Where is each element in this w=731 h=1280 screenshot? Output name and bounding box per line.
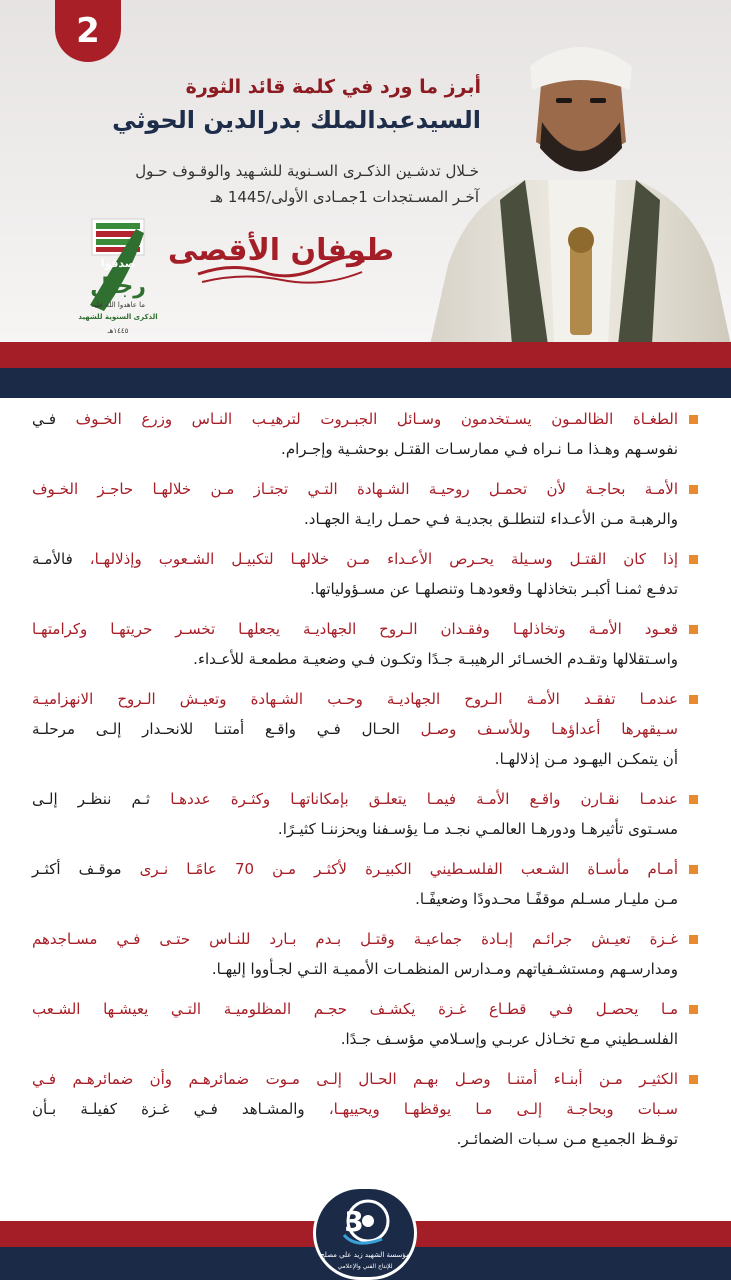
body-text: مسـتوى تأثيرهـا ودورهـا العالمـي نجـد مـا يؤسـفنا ويحزننـا كثيـرًا. bbox=[277, 820, 678, 838]
highlight-text: عندمـا نقـارن واقـع الأمـة فيمـا يتعلـق بإمكاناتهـا وكثـرة عددهـا bbox=[170, 790, 679, 808]
body-text: فالأمـة bbox=[32, 550, 90, 568]
body-text: تدفـع ثمنـا أكبـر بتخاذلهـا وقعودهـا وتنصلهـا عن مسـؤولياتها. bbox=[310, 580, 678, 598]
body-text: توقـظ الجميـع مـن سـبات الضمائـر. bbox=[456, 1130, 678, 1148]
aqsa-flood-logo bbox=[167, 222, 395, 292]
highlight-text: سـيقهرها أعداؤهـا وللأسـف وصـل bbox=[420, 720, 678, 738]
bullet-square-icon bbox=[689, 865, 698, 874]
rijal-year: ١٤٤٥هـ bbox=[107, 327, 129, 335]
body-text: ثـم ننظـر إلـى bbox=[32, 790, 171, 808]
rijal-martyr-logo bbox=[70, 215, 166, 343]
film-reel-icon bbox=[316, 1191, 414, 1251]
foundation-name: مؤسسة الشهيد زيد علي مصلح bbox=[320, 1251, 410, 1259]
point-item bbox=[32, 1064, 698, 1154]
point-item bbox=[32, 994, 698, 1054]
body-text: الحـال فـي واقـع أمتنـا للانحـدار إلـى مرحلـة bbox=[32, 720, 421, 738]
point-line bbox=[32, 504, 678, 534]
body-text: واسـتقلالها وتقـدم الخسـائر الرهيبـة جـدًا وتكـون فـي وضعيـة مطمعـة للأعـداء. bbox=[193, 650, 678, 668]
subtitle-line-2: آخـر المسـتجدات 1جمـادى الأولى/1445 هـ bbox=[210, 188, 479, 206]
body-text: الفلسـطيني مـع تخـاذل عربـي وإسـلامي مؤسـف جـدًا. bbox=[340, 1030, 678, 1048]
foundation-logo-number: 3 bbox=[344, 1205, 364, 1238]
bullet-square-icon bbox=[689, 695, 698, 704]
foundation-logo bbox=[313, 1186, 417, 1280]
points-list bbox=[32, 404, 698, 1164]
subtitle bbox=[9, 158, 479, 210]
body-text: مـن مليـار مسـلم موقفًـا محـدودًا وضعيفًـا. bbox=[415, 890, 678, 908]
bullet-square-icon bbox=[689, 555, 698, 564]
highlight-text: مـا يحصـل فـي قطـاع غـزة يكشـف حجـم المظلوميـة التـي يعيشـها الشـعب bbox=[32, 1000, 678, 1018]
highlight-text: الطغـاة الظالمـون يسـتخدمون وسـائل الجبـروت لترهيـب النـاس وزرع الخـوف bbox=[75, 410, 678, 428]
body-text: والمشـاهد فـي غـزة كفيلـة بـأن bbox=[32, 1100, 329, 1118]
highlight-text: قعـود الأمـة وتخاذلهـا وفقـدان الـروح الجهاديـة يجعلهـا تخسـر حريتهـا وكرامتهـا bbox=[32, 620, 678, 638]
bullet-square-icon bbox=[689, 625, 698, 634]
foundation-subtitle: للإنتاج الفني والإعلامي bbox=[337, 1263, 393, 1270]
body-text: موقـف أكثـر bbox=[32, 860, 140, 878]
header-stripe-red bbox=[0, 342, 731, 368]
body-text: أن يتمكـن اليهـود مـن إذلالهـا. bbox=[494, 750, 678, 768]
speaker-portrait bbox=[430, 30, 731, 345]
rijal-word-1: صدقوا bbox=[100, 257, 136, 270]
point-line bbox=[32, 1124, 678, 1154]
point-line bbox=[32, 1024, 678, 1054]
point-line bbox=[32, 954, 678, 984]
point-line bbox=[32, 404, 678, 434]
body-text: ومدارسـهم ومستشـفياتهم ومـدارس المنظمـات الأمميـة التـي لجـأووا إليهـا. bbox=[211, 960, 678, 978]
bullet-square-icon bbox=[689, 1005, 698, 1014]
point-line bbox=[32, 714, 678, 744]
subtitle-line-1: خـلال تدشـين الذكـرى السـنوية للشـهيد والوقـوف حـول bbox=[135, 162, 479, 180]
point-line bbox=[32, 744, 678, 774]
point-item bbox=[32, 924, 698, 984]
bullet-square-icon bbox=[689, 415, 698, 424]
point-item bbox=[32, 784, 698, 844]
point-item bbox=[32, 404, 698, 464]
point-line bbox=[32, 614, 678, 644]
body-text: نفوسـهم وهـذا مـا نـراه فـي ممارسـات القتـل بوحشـية وإجـرام. bbox=[281, 440, 678, 458]
point-line bbox=[32, 784, 678, 814]
title-line-1: أبرز ما ورد في كلمة قائد الثورة bbox=[185, 76, 481, 98]
point-line bbox=[32, 644, 678, 674]
bullet-square-icon bbox=[689, 795, 698, 804]
title-block bbox=[21, 72, 481, 138]
point-line bbox=[32, 1094, 678, 1124]
number-badge: 2 bbox=[55, 0, 121, 62]
point-line bbox=[32, 854, 678, 884]
bullet-square-icon bbox=[689, 485, 698, 494]
point-line bbox=[32, 814, 678, 844]
point-line bbox=[32, 924, 678, 954]
point-item bbox=[32, 614, 698, 674]
header bbox=[0, 0, 731, 345]
point-item bbox=[32, 854, 698, 914]
highlight-text: عندمـا تفقـد الأمـة الـروح الجهاديـة وحـب الشـهادة وتعيـش الـروح الانهزاميـة bbox=[32, 690, 678, 708]
title-line-2: السيدعبدالملك بدرالدين الحوثي bbox=[112, 106, 481, 134]
highlight-text: الكثيـر مـن أبنـاء أمتنـا وصـل بهـم الحـال إلـى مـوت ضمائرهـم وأن ضمائرهـم فـي bbox=[32, 1070, 678, 1088]
rijal-caption-1: ما عاهدوا الله عليه bbox=[90, 301, 146, 309]
body-text: والرهبـة مـن الأعـداء لتنطلـق بجديـة فـي حمـل رايـة الجهـاد. bbox=[304, 510, 678, 528]
point-line bbox=[32, 684, 678, 714]
point-line bbox=[32, 434, 678, 464]
header-stripe-navy bbox=[0, 368, 731, 398]
bullet-square-icon bbox=[689, 935, 698, 944]
aqsa-logo-text: طوفان الأقصى bbox=[167, 233, 395, 268]
point-line bbox=[32, 474, 678, 504]
highlight-text: أمـام مأسـاة الشـعب الفلسـطيني الكبيـرة لأكثـر مـن 70 عامًـا نـرى bbox=[139, 860, 678, 878]
point-line bbox=[32, 994, 678, 1024]
point-line bbox=[32, 544, 678, 574]
point-line bbox=[32, 884, 678, 914]
point-item bbox=[32, 684, 698, 774]
highlight-text: سـبات وبحاجـة إلـى مـا يوقظهـا ويحييهـا، bbox=[328, 1100, 678, 1118]
highlight-text: الأمـة بحاجـة لأن تحمـل روحيـة الشـهادة التـي تجتـاز مـن خلالهـا حاجـز الخـوف bbox=[32, 480, 678, 498]
point-line bbox=[32, 1064, 678, 1094]
rijal-caption-2: الذكرى السنوية للشهيد bbox=[78, 313, 158, 321]
rijal-word-2: رجال bbox=[90, 274, 146, 299]
highlight-text: غـزة تعيـش جرائـم إبـادة جماعيـة وقتـل بـدم بـارد للنـاس حتـى فـي مسـاجدهم bbox=[32, 930, 678, 948]
bullet-square-icon bbox=[689, 1075, 698, 1084]
point-item bbox=[32, 544, 698, 604]
point-line bbox=[32, 574, 678, 604]
body-text: فـي bbox=[32, 410, 76, 428]
point-item bbox=[32, 474, 698, 534]
highlight-text: إذا كان القتـل وسـيلة يحـرص الأعـداء مـن خلالهـا لتكبيـل الشـعوب وإذلالهـا، bbox=[89, 550, 678, 568]
